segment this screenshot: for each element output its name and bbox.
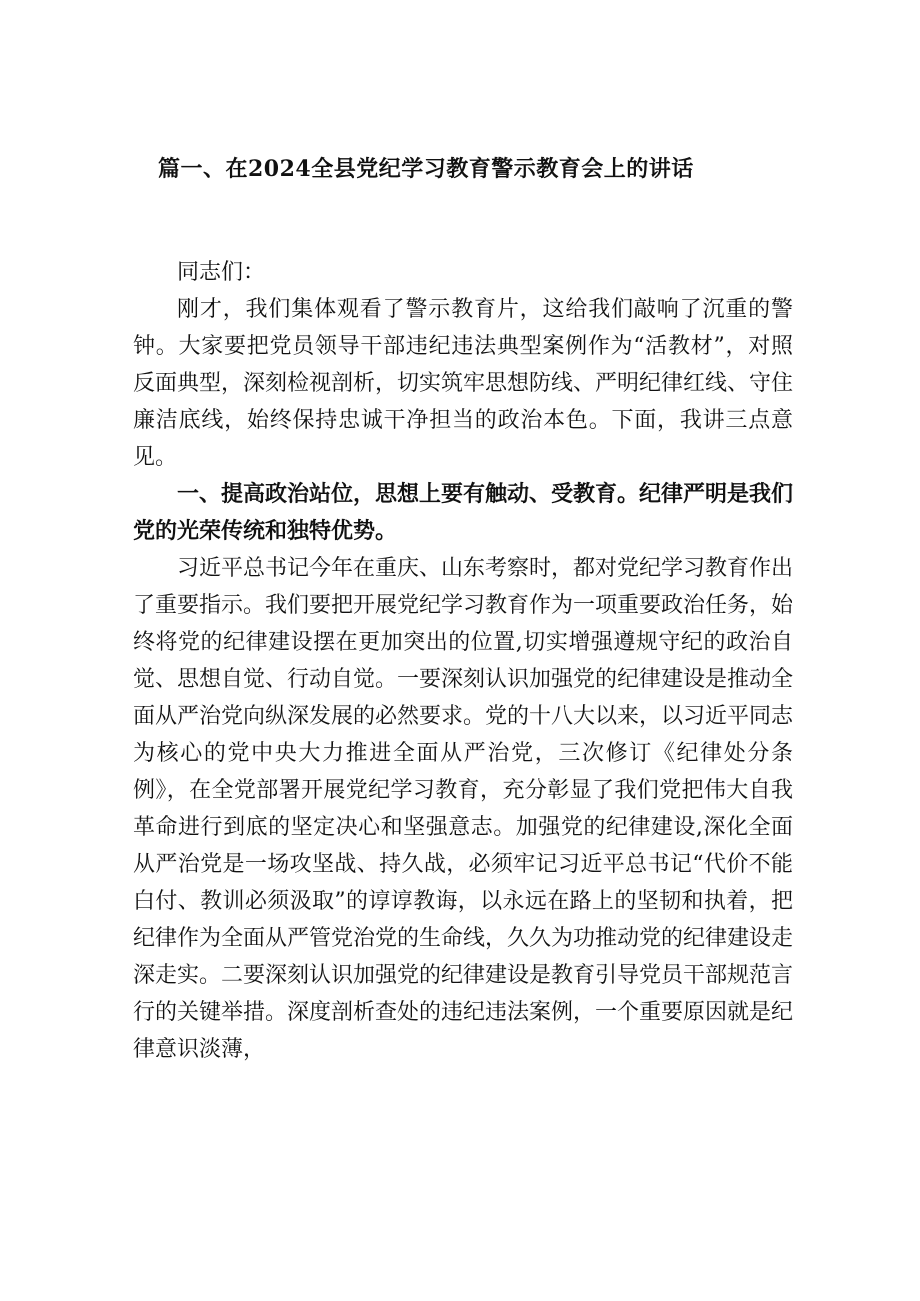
document-title: 篇一、在2024全县党纪学习教育警示教育会上的讲话 (158, 156, 694, 182)
paragraph-section-one-body: 习近平总书记今年在重庆、山东考察时，都对党纪学习教育作出了重要指示。我们要把开展党纪学习教育作为一项重要政治任务，始终将党的纪律建设摆在更加突出的位置,切实增强遵规守纪的政治自觉、思想自觉、行动自觉。一要深刻认识加强党的纪律建设是推动全面从严治党向纵深发展的必然要求。党的十八大以来，以习近平同志为核心的党中央大力推进全面从严治党，三次修订《纪律处分条例》，在全党部署开展党纪学习教育，充分彰显了我们党把伟大自我革命进行到底的坚定决心和坚强意志。加强党的纪律建设,深化全面从严治党是一场攻坚战、持久战，必须牢记习近平总书记“代价不能白付、教训必须汲取”的谆谆教诲，以永远在路上的坚韧和执着，把纪律作为全面从严管党治党的生命线，久久为功推动党的纪律建设走深走实。二要深刻认识加强党的纪律建设是教育引导党员干部规范言行的关键举措。深度剖析查处的违纪违法案例，一个重要原因就是纪律意识淡薄， (133, 556, 794, 1062)
document-body (133, 254, 793, 1068)
salutation: 同志们： (177, 260, 266, 285)
section-heading-one: 一、提高政治站位，思想上要有触动、受教育。纪律严明是我们党的光荣传统和独特优势。 (133, 481, 794, 544)
paragraph-intro: 刚才，我们集体观看了警示教育片，这给我们敲响了沉重的警钟。大家要把党员领导干部违纪违法典型案例作为“活教材”，对照反面典型，深刻检视剖析，切实筑牢思想防线、严明纪律红线、守住廉洁底线，始终保持忠诚干净担当的政治本色。下面，我讲三点意见。 (133, 297, 794, 470)
